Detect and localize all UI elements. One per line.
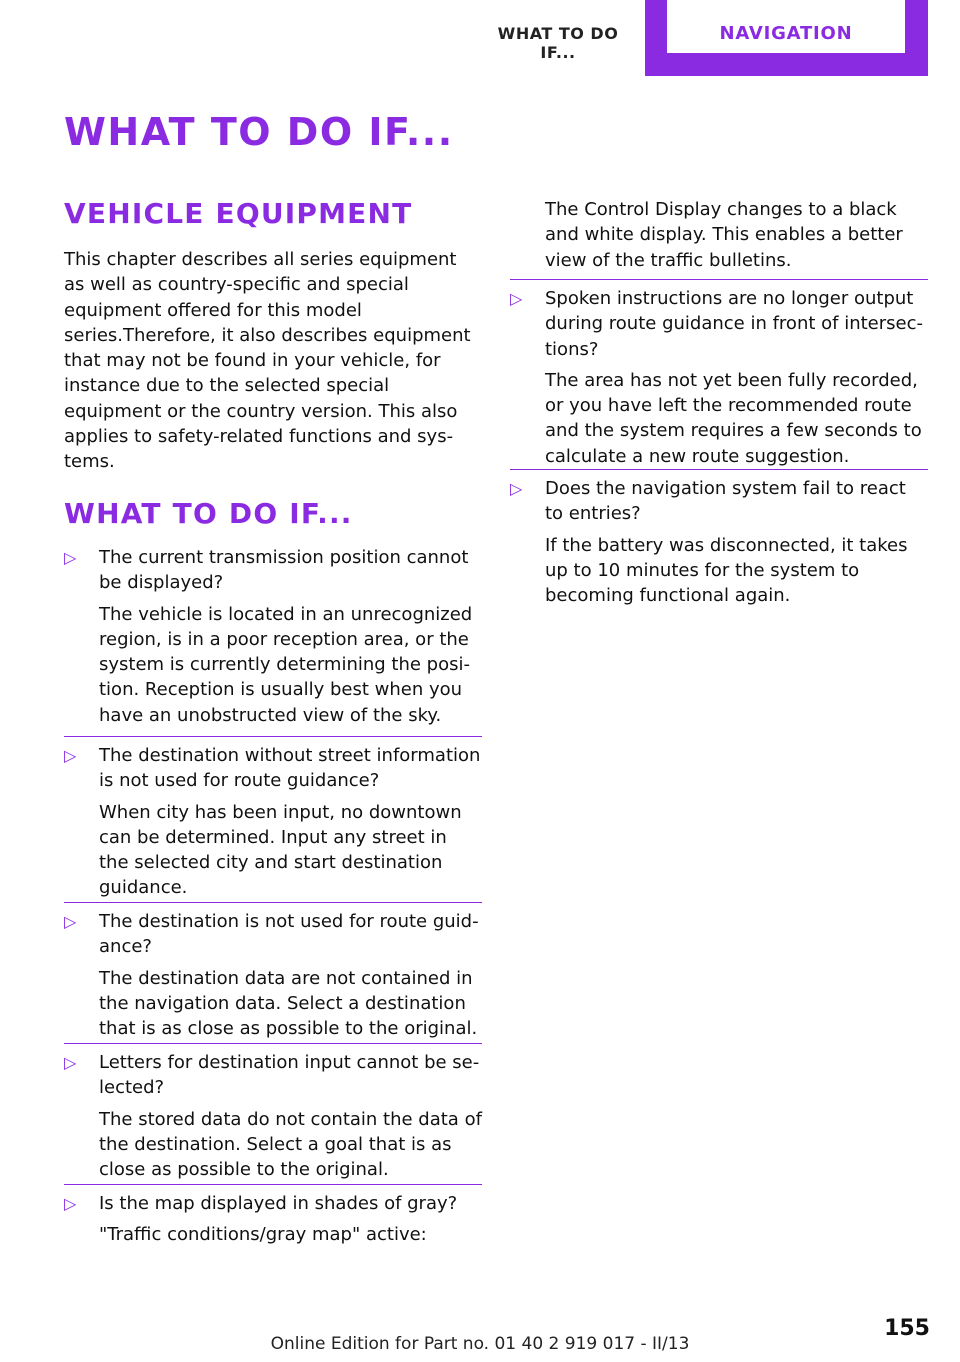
faq-answer: The vehicle is located in an unrecognized region, is in a poor reception area, or the system is currently determining the position. Reception is usually best when you have an unobstructed view of the sky. bbox=[99, 603, 473, 726]
triangle-bullet-icon: ▷ bbox=[64, 912, 77, 931]
list-item bbox=[64, 736, 482, 899]
page-number: 155 bbox=[884, 1316, 930, 1341]
faq-list-right bbox=[510, 197, 928, 610]
faq-answer: The stored data do not contain the data of the destination. Select a goal that is as close as possible to the original. bbox=[99, 1108, 482, 1181]
list-item bbox=[64, 1043, 482, 1181]
triangle-bullet-icon: ▷ bbox=[510, 479, 523, 498]
faq-question: The destination without street information is not used for route guidance? bbox=[99, 745, 481, 792]
faq-question: Letters for destination input cannot be selected? bbox=[99, 1052, 480, 1099]
faq-question: The destination is not used for route guidance? bbox=[99, 911, 479, 958]
triangle-bullet-icon: ▷ bbox=[64, 746, 77, 765]
faq-question: Spoken instructions are no longer output during route guidance in front of intersections? bbox=[545, 288, 923, 360]
triangle-bullet-icon: ▷ bbox=[64, 548, 77, 567]
faq-answer: If the battery was disconnected, it takes up to 10 minutes for the system to becoming functional again. bbox=[545, 534, 908, 607]
list-item bbox=[510, 197, 928, 273]
list-item bbox=[510, 279, 928, 467]
faq-answer: When city has been input, no downtown can be determined. Input any street in the selected city and start destination guidance. bbox=[99, 801, 462, 899]
faq-question: Is the map displayed in shades of gray? bbox=[99, 1193, 458, 1214]
faq-question: Does the navigation system fail to react to entries? bbox=[545, 478, 906, 525]
chapter-tab-label: NAVIGATION bbox=[667, 0, 905, 53]
list-item bbox=[64, 545, 482, 730]
running-header-section: WHAT TO DO IF... bbox=[497, 24, 619, 62]
triangle-bullet-icon: ▷ bbox=[64, 1194, 77, 1213]
faq-answer: The area has not yet been fully recorded, or you have left the recommended route and the system requires a few seconds to calculate a new route suggestion. bbox=[545, 369, 922, 467]
faq-answer: "Traffic conditions/gray map" active: bbox=[99, 1224, 427, 1246]
faq-question: The current transmission position cannot be displayed? bbox=[99, 547, 469, 594]
page-title: WHAT TO DO IF... bbox=[64, 110, 454, 154]
triangle-bullet-icon: ▷ bbox=[64, 1053, 77, 1072]
vehicle-equipment-text: This chapter describes all series equipment as well as country-specific and special equipment offered for this model series.Therefore, it also describes equipment that may not be found in your vehicle, for instance due to the selected special equipment or the country version. This also applies to safety-related functions and systems. bbox=[64, 249, 471, 473]
footer-edition: Online Edition for Part no. 01 40 2 919 017 - II/13 bbox=[270, 1334, 690, 1354]
faq-list-left bbox=[64, 545, 482, 1257]
triangle-bullet-icon: ▷ bbox=[510, 289, 523, 308]
list-item bbox=[510, 469, 928, 607]
faq-answer-continuation: The Control Display changes to a black and white display. This enables a better view of the traffic bulletins. bbox=[545, 199, 903, 271]
what-to-do-heading: WHAT TO DO IF... bbox=[64, 497, 353, 530]
list-item bbox=[64, 1184, 482, 1251]
list-item bbox=[64, 902, 482, 1040]
vehicle-equipment-heading: VEHICLE EQUIPMENT bbox=[64, 197, 413, 230]
faq-answer: The destination data are not contained in the navigation data. Select a destination that is as close as possible to the original. bbox=[99, 967, 478, 1040]
